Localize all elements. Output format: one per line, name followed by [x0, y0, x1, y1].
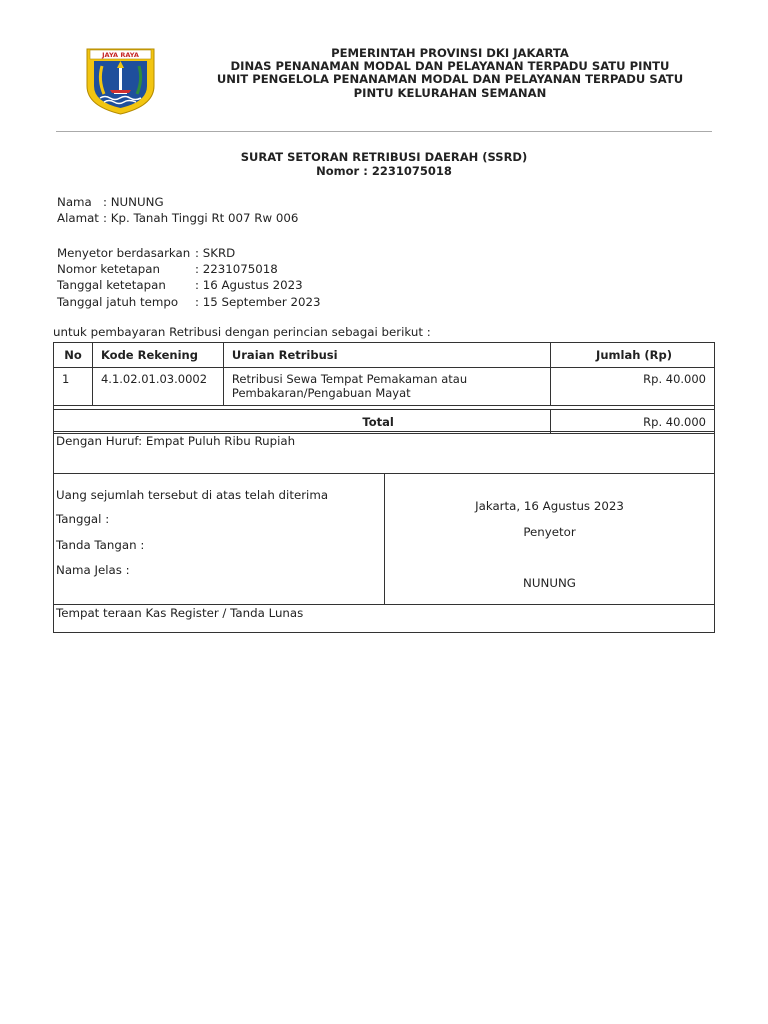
decree-date-value: : 16 Agustus 2023	[195, 278, 303, 293]
depositor-name: NUNUNG	[523, 576, 576, 590]
amount-in-words: Dengan Huruf: Empat Puluh Ribu Rupiah	[53, 431, 715, 474]
decree-number-value: : 2231075018	[195, 262, 278, 277]
col-header-no: No	[54, 343, 93, 368]
cell-kode: 4.1.02.01.03.0002	[92, 368, 223, 406]
total-row	[54, 410, 715, 434]
col-header-uraian: Uraian Retribusi	[223, 343, 550, 368]
cell-jumlah: Rp. 40.000	[551, 368, 715, 406]
decree-date-label: Tanggal ketetapan	[57, 278, 166, 293]
taxpayer-info	[57, 194, 298, 226]
col-header-kode: Kode Rekening	[92, 343, 223, 368]
intro-text: untuk pembayaran Retribusi dengan perincian sebagai berikut :	[53, 325, 431, 339]
col-header-jumlah: Jumlah (Rp)	[551, 343, 715, 368]
receipt-box	[53, 473, 385, 605]
total-label: Total	[54, 410, 551, 434]
header-line-4: PINTU KELURAHAN SEMANAN	[353, 85, 547, 100]
header-line-3: UNIT PENGELOLA PENANAMAN MODAL DAN PELAYANAN TERPADU SATU	[216, 72, 684, 87]
due-date-value: : 15 September 2023	[195, 294, 321, 309]
letterhead	[0, 44, 768, 124]
header-divider	[56, 131, 712, 132]
cash-register-box: Tempat teraan Kas Register / Tanda Lunas	[53, 604, 715, 633]
basis-value: : SKRD	[195, 246, 236, 260]
due-date-label: Tanggal jatuh tempo	[57, 294, 179, 309]
name-row	[57, 194, 298, 210]
basis-row	[57, 245, 320, 261]
retribution-table	[53, 342, 715, 434]
basis-label: Menyetor berdasarkan	[57, 246, 191, 260]
receipt-date-label: Tanggal :	[56, 512, 110, 526]
name-value: : NUNUNG	[103, 195, 164, 209]
header-line-1: PEMERINTAH PROVINSI DKI JAKARTA	[331, 46, 569, 60]
header-line-2: DINAS PENANAMAN MODAL DAN PELAYANAN TERPADU SATU PINTU	[230, 59, 670, 74]
total-value: Rp. 40.000	[551, 410, 715, 434]
logo-motto: JAYA RAYA	[102, 51, 139, 59]
depositor-place-date: Jakarta, 16 Agustus 2023	[475, 499, 624, 513]
table-header-row	[54, 343, 715, 368]
address-value: : Kp. Tanah Tinggi Rt 007 Rw 006	[103, 211, 299, 226]
document-number: Nomor : 2231075018	[316, 164, 452, 178]
received-text: Uang sejumlah tersebut di atas telah diterima	[56, 488, 329, 502]
cell-no: 1	[54, 368, 93, 406]
address-label: Alamat	[57, 211, 99, 226]
decree-date-row	[57, 277, 320, 293]
decree-number-label: Nomor ketetapan	[57, 262, 160, 277]
receipt-signature-label: Tanda Tangan :	[56, 537, 145, 552]
document-title-block	[56, 150, 712, 178]
receipt-clear-name-label: Nama Jelas :	[56, 563, 130, 577]
decree-number-row	[57, 261, 320, 277]
cell-uraian: Retribusi Sewa Tempat Pemakaman atau Pembakaran/Pengabuan Mayat	[223, 368, 550, 406]
deposit-details	[57, 245, 320, 310]
name-label: Nama	[57, 195, 92, 209]
depositor-role: Penyetor	[523, 525, 576, 539]
table-row	[54, 368, 715, 406]
dki-jakarta-emblem-icon	[84, 46, 157, 116]
depositor-box	[384, 473, 715, 605]
document-title: SURAT SETORAN RETRIBUSI DAERAH (SSRD)	[240, 150, 528, 164]
due-date-row	[57, 294, 320, 310]
address-row	[57, 210, 298, 226]
